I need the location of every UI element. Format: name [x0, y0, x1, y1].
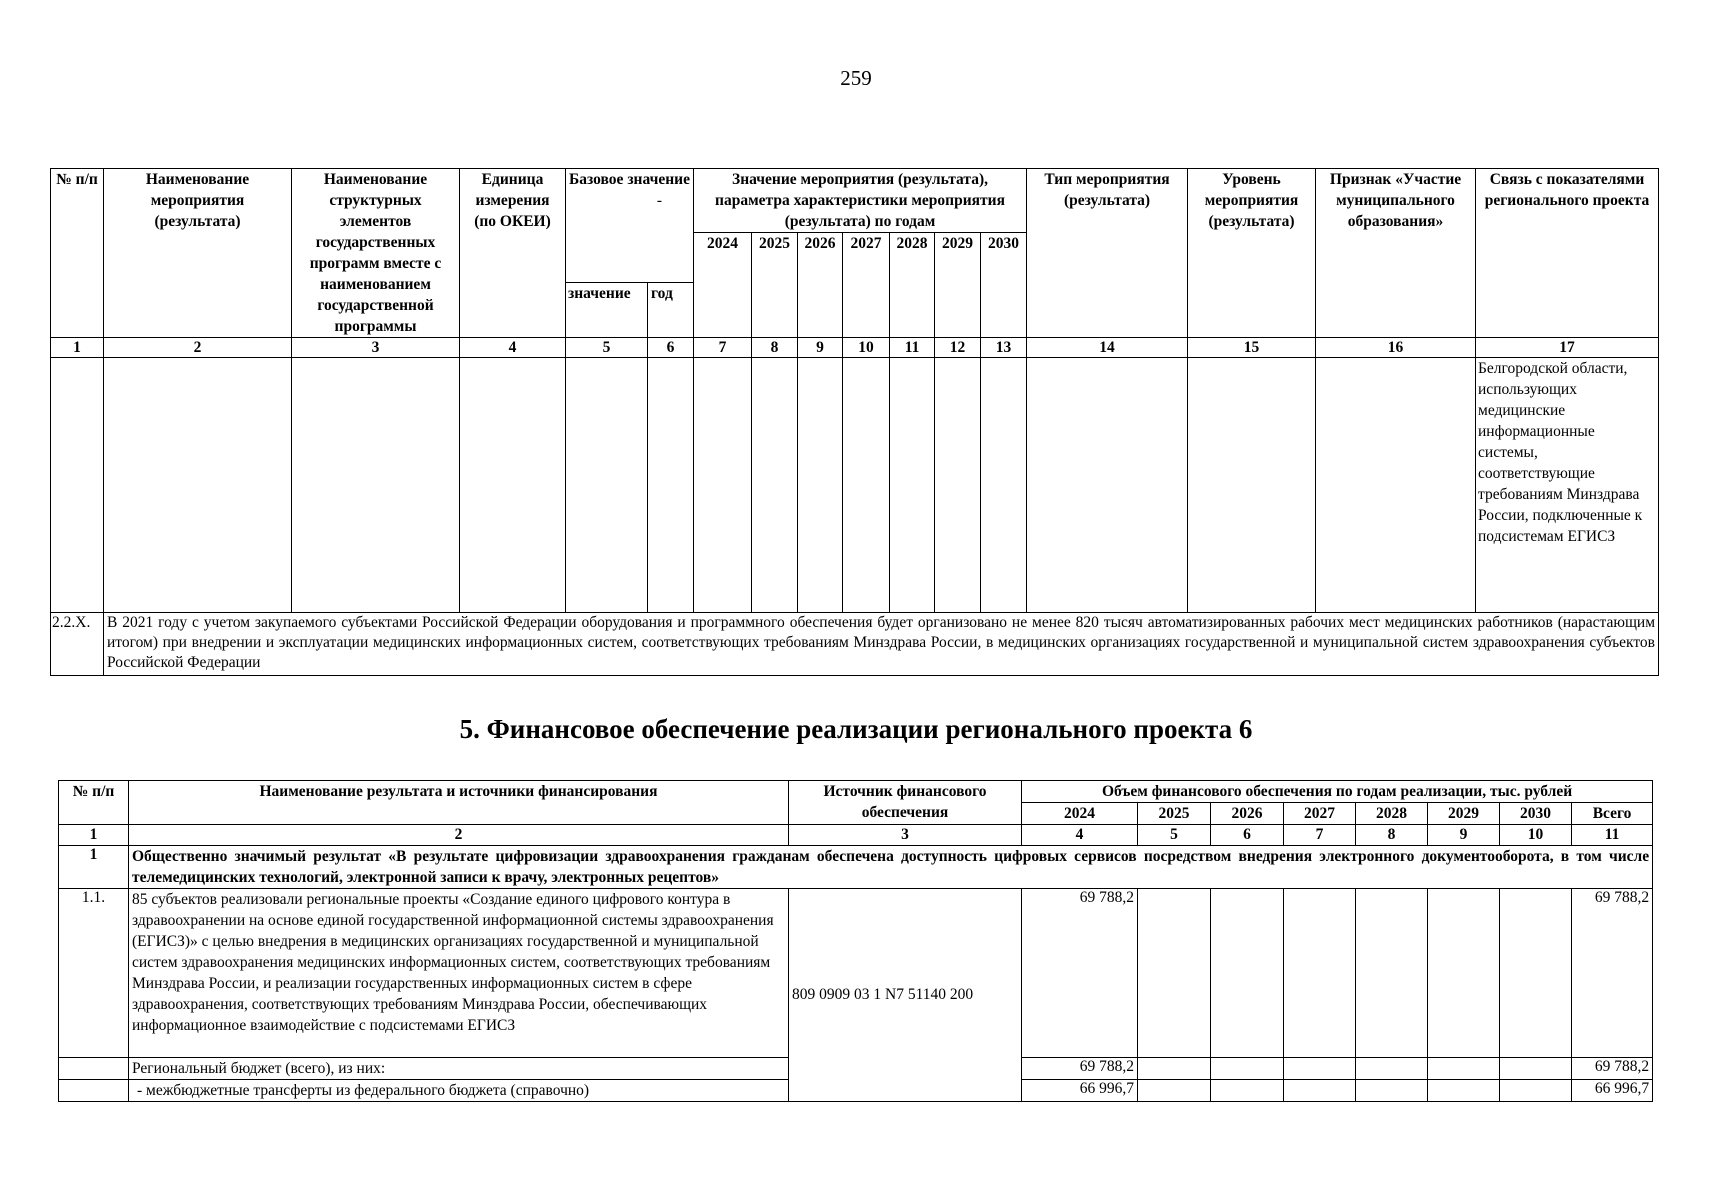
empty-cell [1138, 889, 1211, 1058]
col-header-base-value [566, 169, 694, 283]
empty-cell [59, 1058, 129, 1080]
col-number: 1 [51, 338, 104, 358]
empty-cell [51, 358, 104, 613]
year-header: 2025 [1138, 803, 1211, 825]
base-value-label: Базовое значение [569, 171, 690, 188]
col-number: 8 [752, 338, 798, 358]
empty-cell [1138, 1058, 1211, 1080]
col-number: 11 [890, 338, 935, 358]
link-indicators-cell: Белгородской области, использующих медицинские информационные системы, соответствующие требованиям Минздрава России, подключенные к подсистемам ЕГИСЗ [1476, 358, 1659, 613]
col-number: 6 [648, 338, 694, 358]
empty-cell [1027, 358, 1188, 613]
empty-cell [1500, 889, 1572, 1058]
empty-cell [292, 358, 460, 613]
empty-cell [1284, 889, 1356, 1058]
year-header: 2026 [798, 233, 843, 338]
empty-cell [1428, 1058, 1500, 1080]
col-number: 6 [1211, 825, 1284, 846]
value-2024: 69 788,2 [1022, 1058, 1138, 1080]
col-number: 3 [789, 825, 1022, 846]
col-header-values-by-year: Значение мероприятия (результата), параметра характеристики мероприятия (результата) по годам [694, 169, 1027, 233]
col-number: 7 [694, 338, 752, 358]
empty-cell [798, 358, 843, 613]
col-number: 16 [1316, 338, 1476, 358]
year-header: 2030 [1500, 803, 1572, 825]
year-header: 2024 [1022, 803, 1138, 825]
transfers-label: - межбюджетные трансферты из федерального бюджета (справочно) [129, 1080, 789, 1102]
col-header-activity-type: Тип мероприятия (результата) [1027, 169, 1188, 338]
row-number: 1.1. [59, 889, 129, 1058]
col-number: 9 [1428, 825, 1500, 846]
col-header-activity-level: Уровень мероприятия (результата) [1188, 169, 1316, 338]
funding-source-code: 809 0909 03 1 N7 51140 200 [789, 889, 1022, 1102]
year-header: 2027 [1284, 803, 1356, 825]
regional-budget-label: Региональный бюджет (всего), из них: [129, 1058, 789, 1080]
row-number: 2.2.Х. [51, 613, 104, 676]
col-header-unit: Единица измерения (по ОКЕИ) [460, 169, 566, 338]
col-header-source: Источник финансового обеспечения [789, 781, 1022, 825]
col-header-structural-elements: Наименование структурных элементов государственных программ вместе с наименованием государственной программы [292, 169, 460, 338]
col-number: 11 [1572, 825, 1653, 846]
year-header: 2027 [843, 233, 890, 338]
year-header: 2028 [890, 233, 935, 338]
col-number: 7 [1284, 825, 1356, 846]
empty-cell [752, 358, 798, 613]
row-number: 1 [59, 846, 129, 889]
col-header-volume: Объем финансового обеспечения по годам реализации, тыс. рублей [1022, 781, 1653, 803]
result-description: Общественно значимый результат «В результате цифровизации здравоохранения гражданам обеспечена доступность цифровых сервисов посредством внедрения электронного документооборота, в том числе телемедицинских технологий, электронной записи к врачу, электронных рецептов» [129, 846, 1653, 889]
col-number: 4 [460, 338, 566, 358]
table-row [59, 889, 1653, 1058]
base-value-dash: - [656, 192, 663, 209]
empty-cell [694, 358, 752, 613]
value-total: 69 788,2 [1572, 889, 1653, 1058]
empty-cell [1356, 1058, 1428, 1080]
col-header-activity-name: Наименование мероприятия (результата) [104, 169, 292, 338]
empty-cell [1284, 1058, 1356, 1080]
empty-cell [1284, 1080, 1356, 1102]
financing-table [58, 780, 1653, 1102]
empty-cell [1188, 358, 1316, 613]
table-row [51, 613, 1659, 676]
empty-cell [1428, 1080, 1500, 1102]
empty-cell [890, 358, 935, 613]
col-number: 10 [843, 338, 890, 358]
empty-cell [1138, 1080, 1211, 1102]
empty-cell [648, 358, 694, 613]
col-number: 4 [1022, 825, 1138, 846]
empty-cell [1356, 1080, 1428, 1102]
col-number: 2 [104, 338, 292, 358]
col-number: 5 [1138, 825, 1211, 846]
col-number: 1 [59, 825, 129, 846]
empty-cell [1211, 1058, 1284, 1080]
table-row [51, 358, 1659, 613]
empty-cell [843, 358, 890, 613]
col-header-result-name: Наименование результата и источники финансирования [129, 781, 789, 825]
year-header: 2026 [1211, 803, 1284, 825]
col-number: 15 [1188, 338, 1316, 358]
year-header: 2030 [981, 233, 1027, 338]
col-number: 3 [292, 338, 460, 358]
empty-cell [1211, 1080, 1284, 1102]
empty-cell [1500, 1080, 1572, 1102]
page-number: 259 [840, 66, 872, 90]
result-1-1-description: 85 субъектов реализовали региональные проекты «Создание единого цифрового контура в здравоохранении на основе единой государственной информационной системы здравоохранения (ЕГИСЗ)» с целью внедрения в медицинских организациях государственной и муниципальной систем здравоохранения медицинских информационных систем, соответствующих требованиям Минздрава России, и реализации государственных информационных систем в сфере здравоохранения, соответствующих требованиям Минздрава России, обеспечивающих информационное взаимодействие с подсистемами ЕГИСЗ [129, 889, 789, 1058]
year-header: 2024 [694, 233, 752, 338]
empty-cell [1500, 1058, 1572, 1080]
col-header-link-indicators: Связь с показателями регионального проекта [1476, 169, 1659, 338]
col-header-base-value-year: год [648, 283, 694, 338]
empty-cell [460, 358, 566, 613]
empty-cell [1428, 889, 1500, 1058]
col-number: 14 [1027, 338, 1188, 358]
total-header: Всего [1572, 803, 1653, 825]
value-2024: 69 788,2 [1022, 889, 1138, 1058]
col-header-base-value-value: значение [566, 283, 648, 338]
empty-cell [935, 358, 981, 613]
year-header: 2025 [752, 233, 798, 338]
empty-cell [59, 1080, 129, 1102]
value-total: 69 788,2 [1572, 1058, 1653, 1080]
col-header-number: № п/п [59, 781, 129, 825]
empty-cell [104, 358, 292, 613]
empty-cell [1211, 889, 1284, 1058]
col-number: 13 [981, 338, 1027, 358]
empty-cell [1356, 889, 1428, 1058]
year-header: 2028 [1356, 803, 1428, 825]
col-number: 9 [798, 338, 843, 358]
empty-cell [1316, 358, 1476, 613]
results-table [50, 168, 1659, 676]
col-header-number: № п/п [51, 169, 104, 338]
col-number: 2 [129, 825, 789, 846]
empty-cell [566, 358, 648, 613]
col-number: 10 [1500, 825, 1572, 846]
row-description: В 2021 году с учетом закупаемого субъектами Российской Федерации оборудования и программного обеспечения будет организовано не менее 820 тысяч автоматизированных рабочих мест медицинских работников (нарастающим итогом) при внедрении и эксплуатации медицинских информационных систем, соответствующих требованиям Минздрава России, в медицинских организациях государственной и муниципальной систем здравоохранения субъектов Российской Федерации [104, 613, 1659, 676]
col-number: 17 [1476, 338, 1659, 358]
section-title: 5. Финансовое обеспечение реализации регионального проекта 6 [459, 714, 1253, 744]
table-row [59, 846, 1653, 889]
year-header: 2029 [1428, 803, 1500, 825]
value-total: 66 996,7 [1572, 1080, 1653, 1102]
col-number: 8 [1356, 825, 1428, 846]
year-header: 2029 [935, 233, 981, 338]
col-number: 12 [935, 338, 981, 358]
col-number: 5 [566, 338, 648, 358]
empty-cell [981, 358, 1027, 613]
value-2024: 66 996,7 [1022, 1080, 1138, 1102]
col-header-municipal-flag: Признак «Участие муниципального образования» [1316, 169, 1476, 338]
